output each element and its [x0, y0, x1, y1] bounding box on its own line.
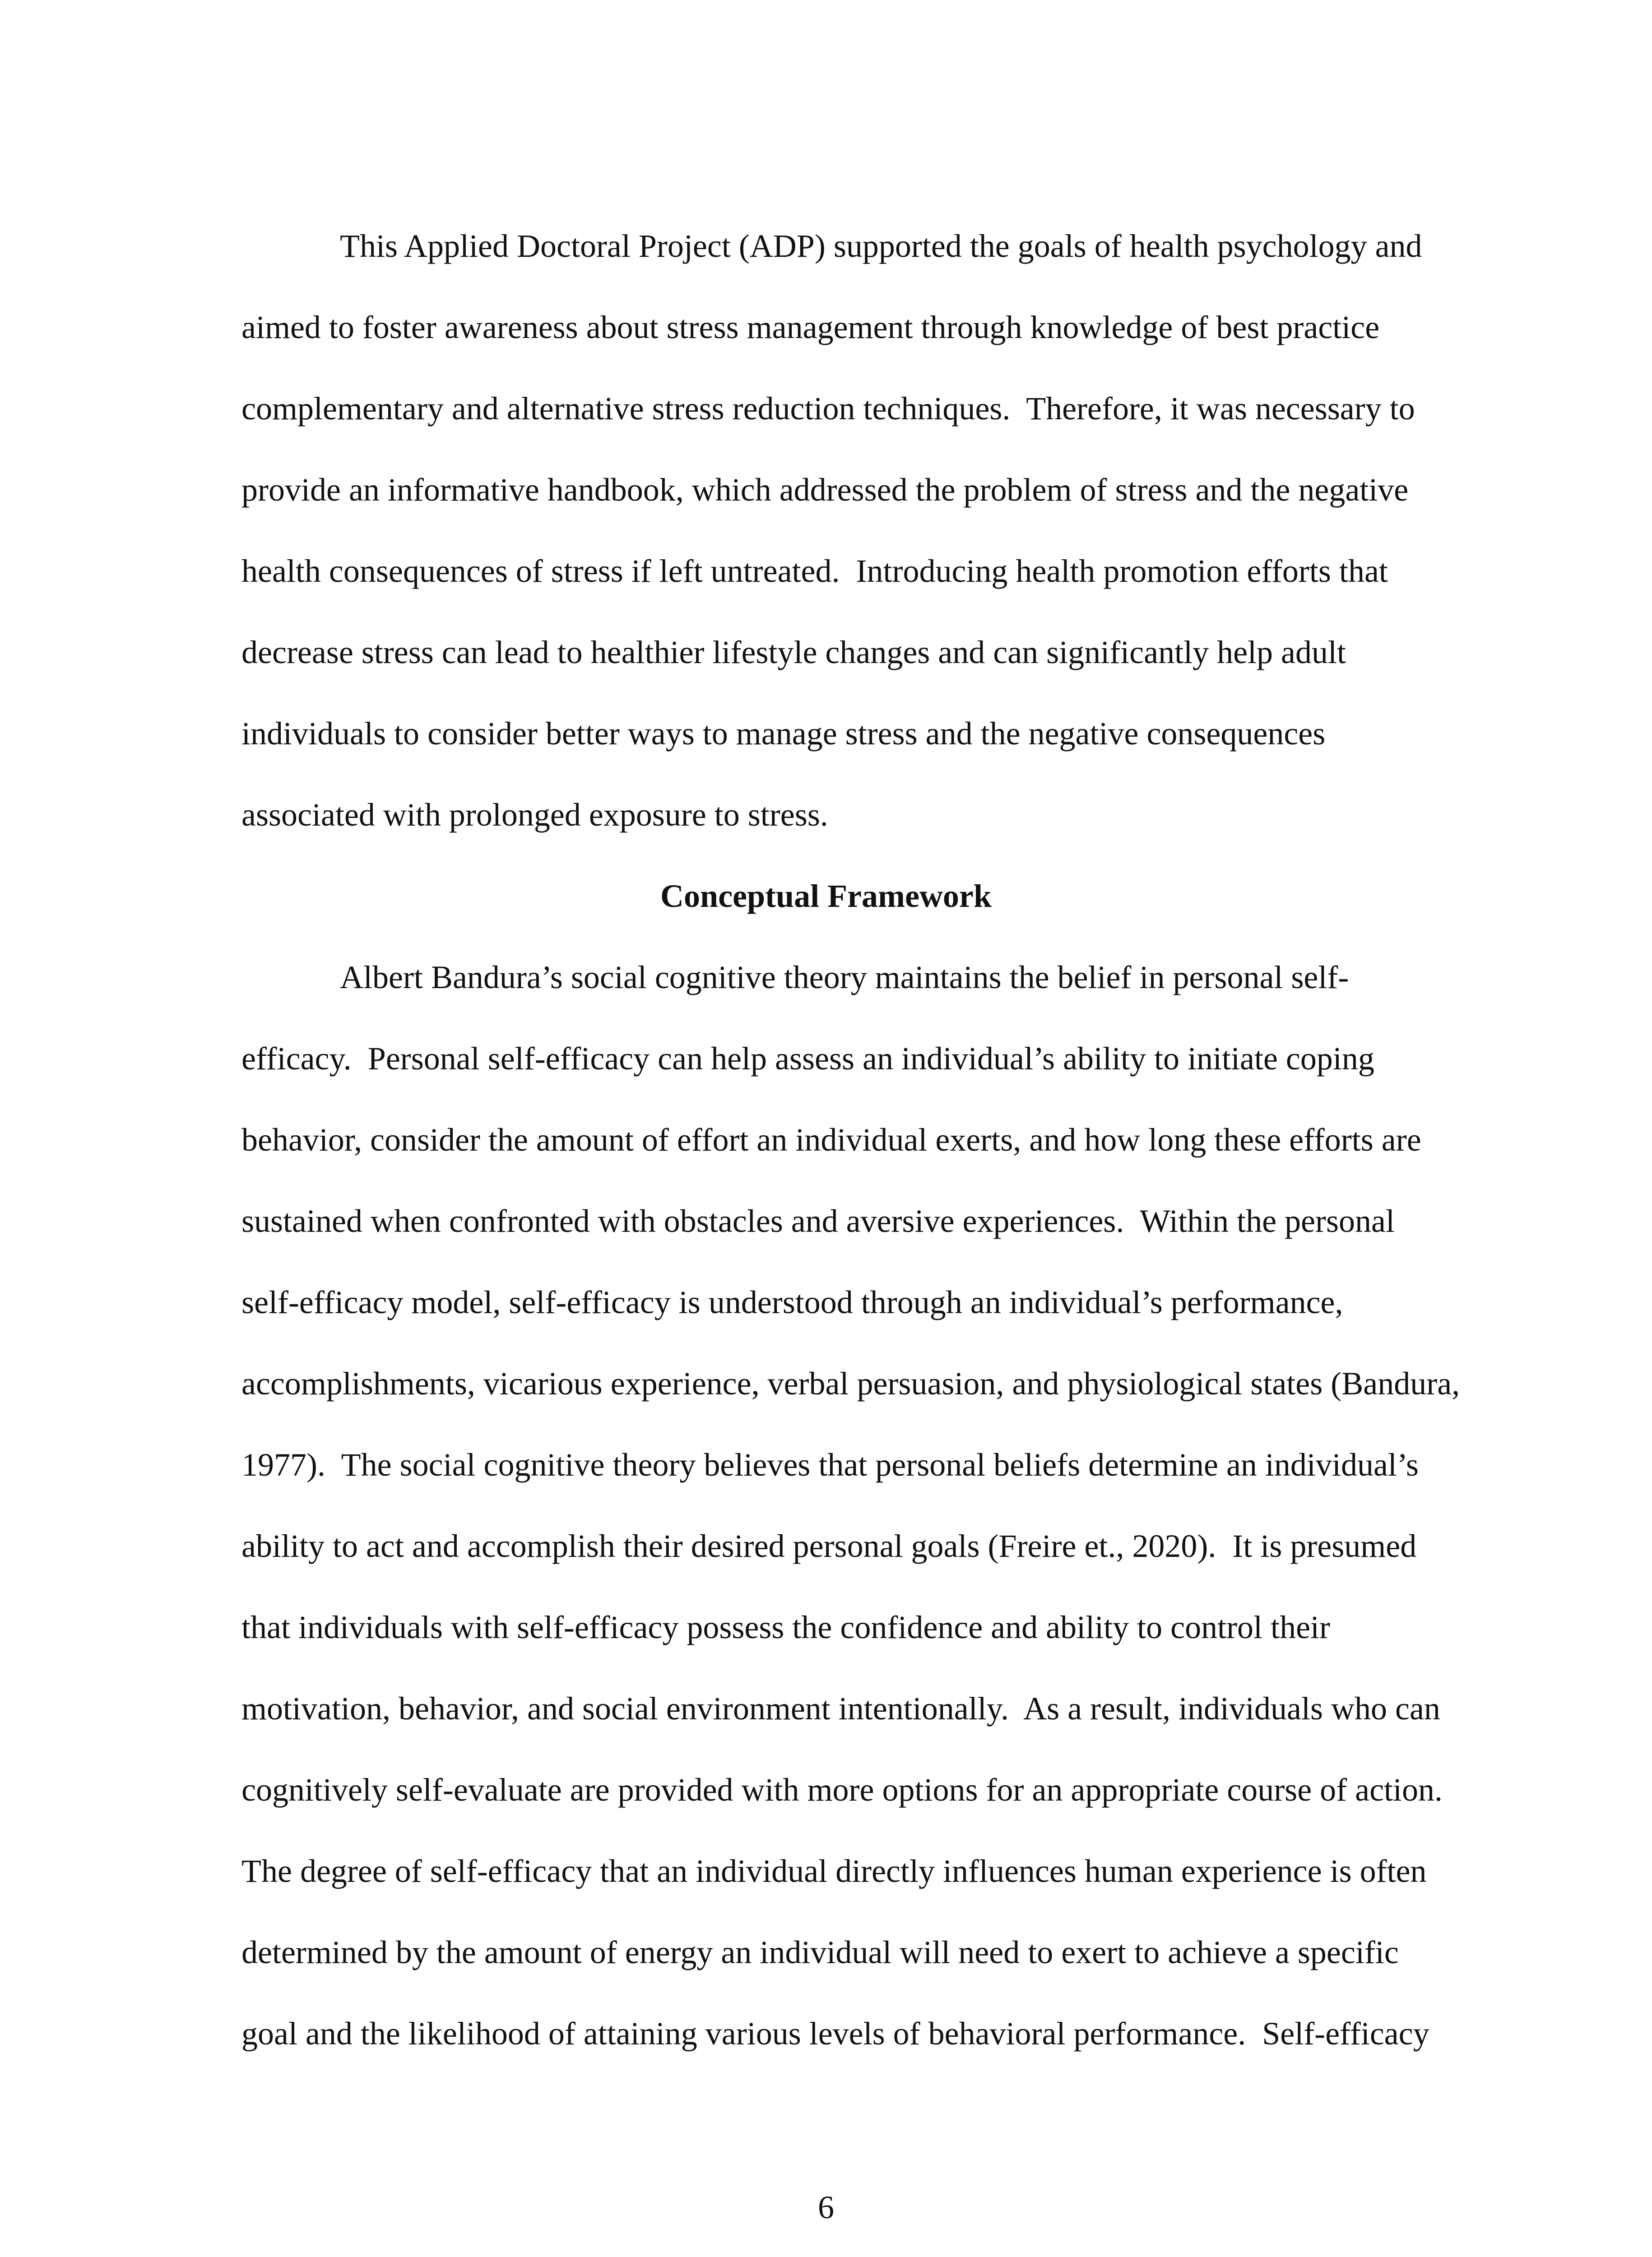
- text-line: aimed to foster awareness about stress management through knowledge of best practice: [241, 309, 1380, 345]
- text-line: 1977). The social cognitive theory believes that personal beliefs determine an individual’s: [241, 1447, 1419, 1483]
- text-line: behavior, consider the amount of effort an individual exerts, and how long these efforts are: [241, 1122, 1421, 1158]
- text-line: individuals to consider better ways to manage stress and the negative consequences: [241, 715, 1326, 752]
- text-line: ability to act and accomplish their desired personal goals (Freire et., 2020). It is presumed: [241, 1528, 1417, 1564]
- text-line: provide an informative handbook, which addressed the problem of stress and the negative: [241, 472, 1409, 508]
- text-line: motivation, behavior, and social environment intentionally. As a result, individuals who can: [241, 1690, 1440, 1727]
- text-line: complementary and alternative stress reduction techniques. Therefore, it was necessary to: [241, 390, 1415, 427]
- text-line: sustained when confronted with obstacles and aversive experiences. Within the personal: [241, 1203, 1395, 1239]
- text-line: The degree of self-efficacy that an individual directly influences human experience is often: [241, 1853, 1427, 1889]
- paragraph-conceptual-framework: [241, 937, 1460, 2074]
- text-line: self-efficacy model, self-efficacy is understood through an individual’s performance,: [241, 1284, 1343, 1320]
- page-number: 6: [818, 2189, 834, 2225]
- text-line: efficacy. Personal self-efficacy can help assess an individual’s ability to initiate coping: [241, 1040, 1374, 1077]
- text-line: accomplishments, vicarious experience, verbal persuasion, and physiological states (Bandura,: [241, 1365, 1460, 1402]
- text-line: that individuals with self-efficacy possess the confidence and ability to control their: [241, 1609, 1330, 1645]
- text-line: This Applied Doctoral Project (ADP) supported the goals of health psychology and: [340, 228, 1422, 264]
- text-line: Albert Bandura’s social cognitive theory maintains the belief in personal self-: [340, 959, 1349, 995]
- text-line: determined by the amount of energy an individual will need to exert to achieve a specific: [241, 1934, 1399, 1970]
- text-line: health consequences of stress if left untreated. Introducing health promotion efforts that: [241, 553, 1388, 589]
- text-line: goal and the likelihood of attaining various levels of behavioral performance. Self-efficacy: [241, 2016, 1429, 2052]
- text-line: decrease stress can lead to healthier lifestyle changes and can significantly help adult: [241, 634, 1346, 670]
- text-line: cognitively self-evaluate are provided with more options for an appropriate course of action.: [241, 1772, 1443, 1808]
- paragraph-intro: [241, 205, 1460, 855]
- document-body: [241, 205, 1460, 2074]
- section-heading: Conceptual Framework: [660, 878, 992, 914]
- text-line: associated with prolonged exposure to stress.: [241, 797, 828, 833]
